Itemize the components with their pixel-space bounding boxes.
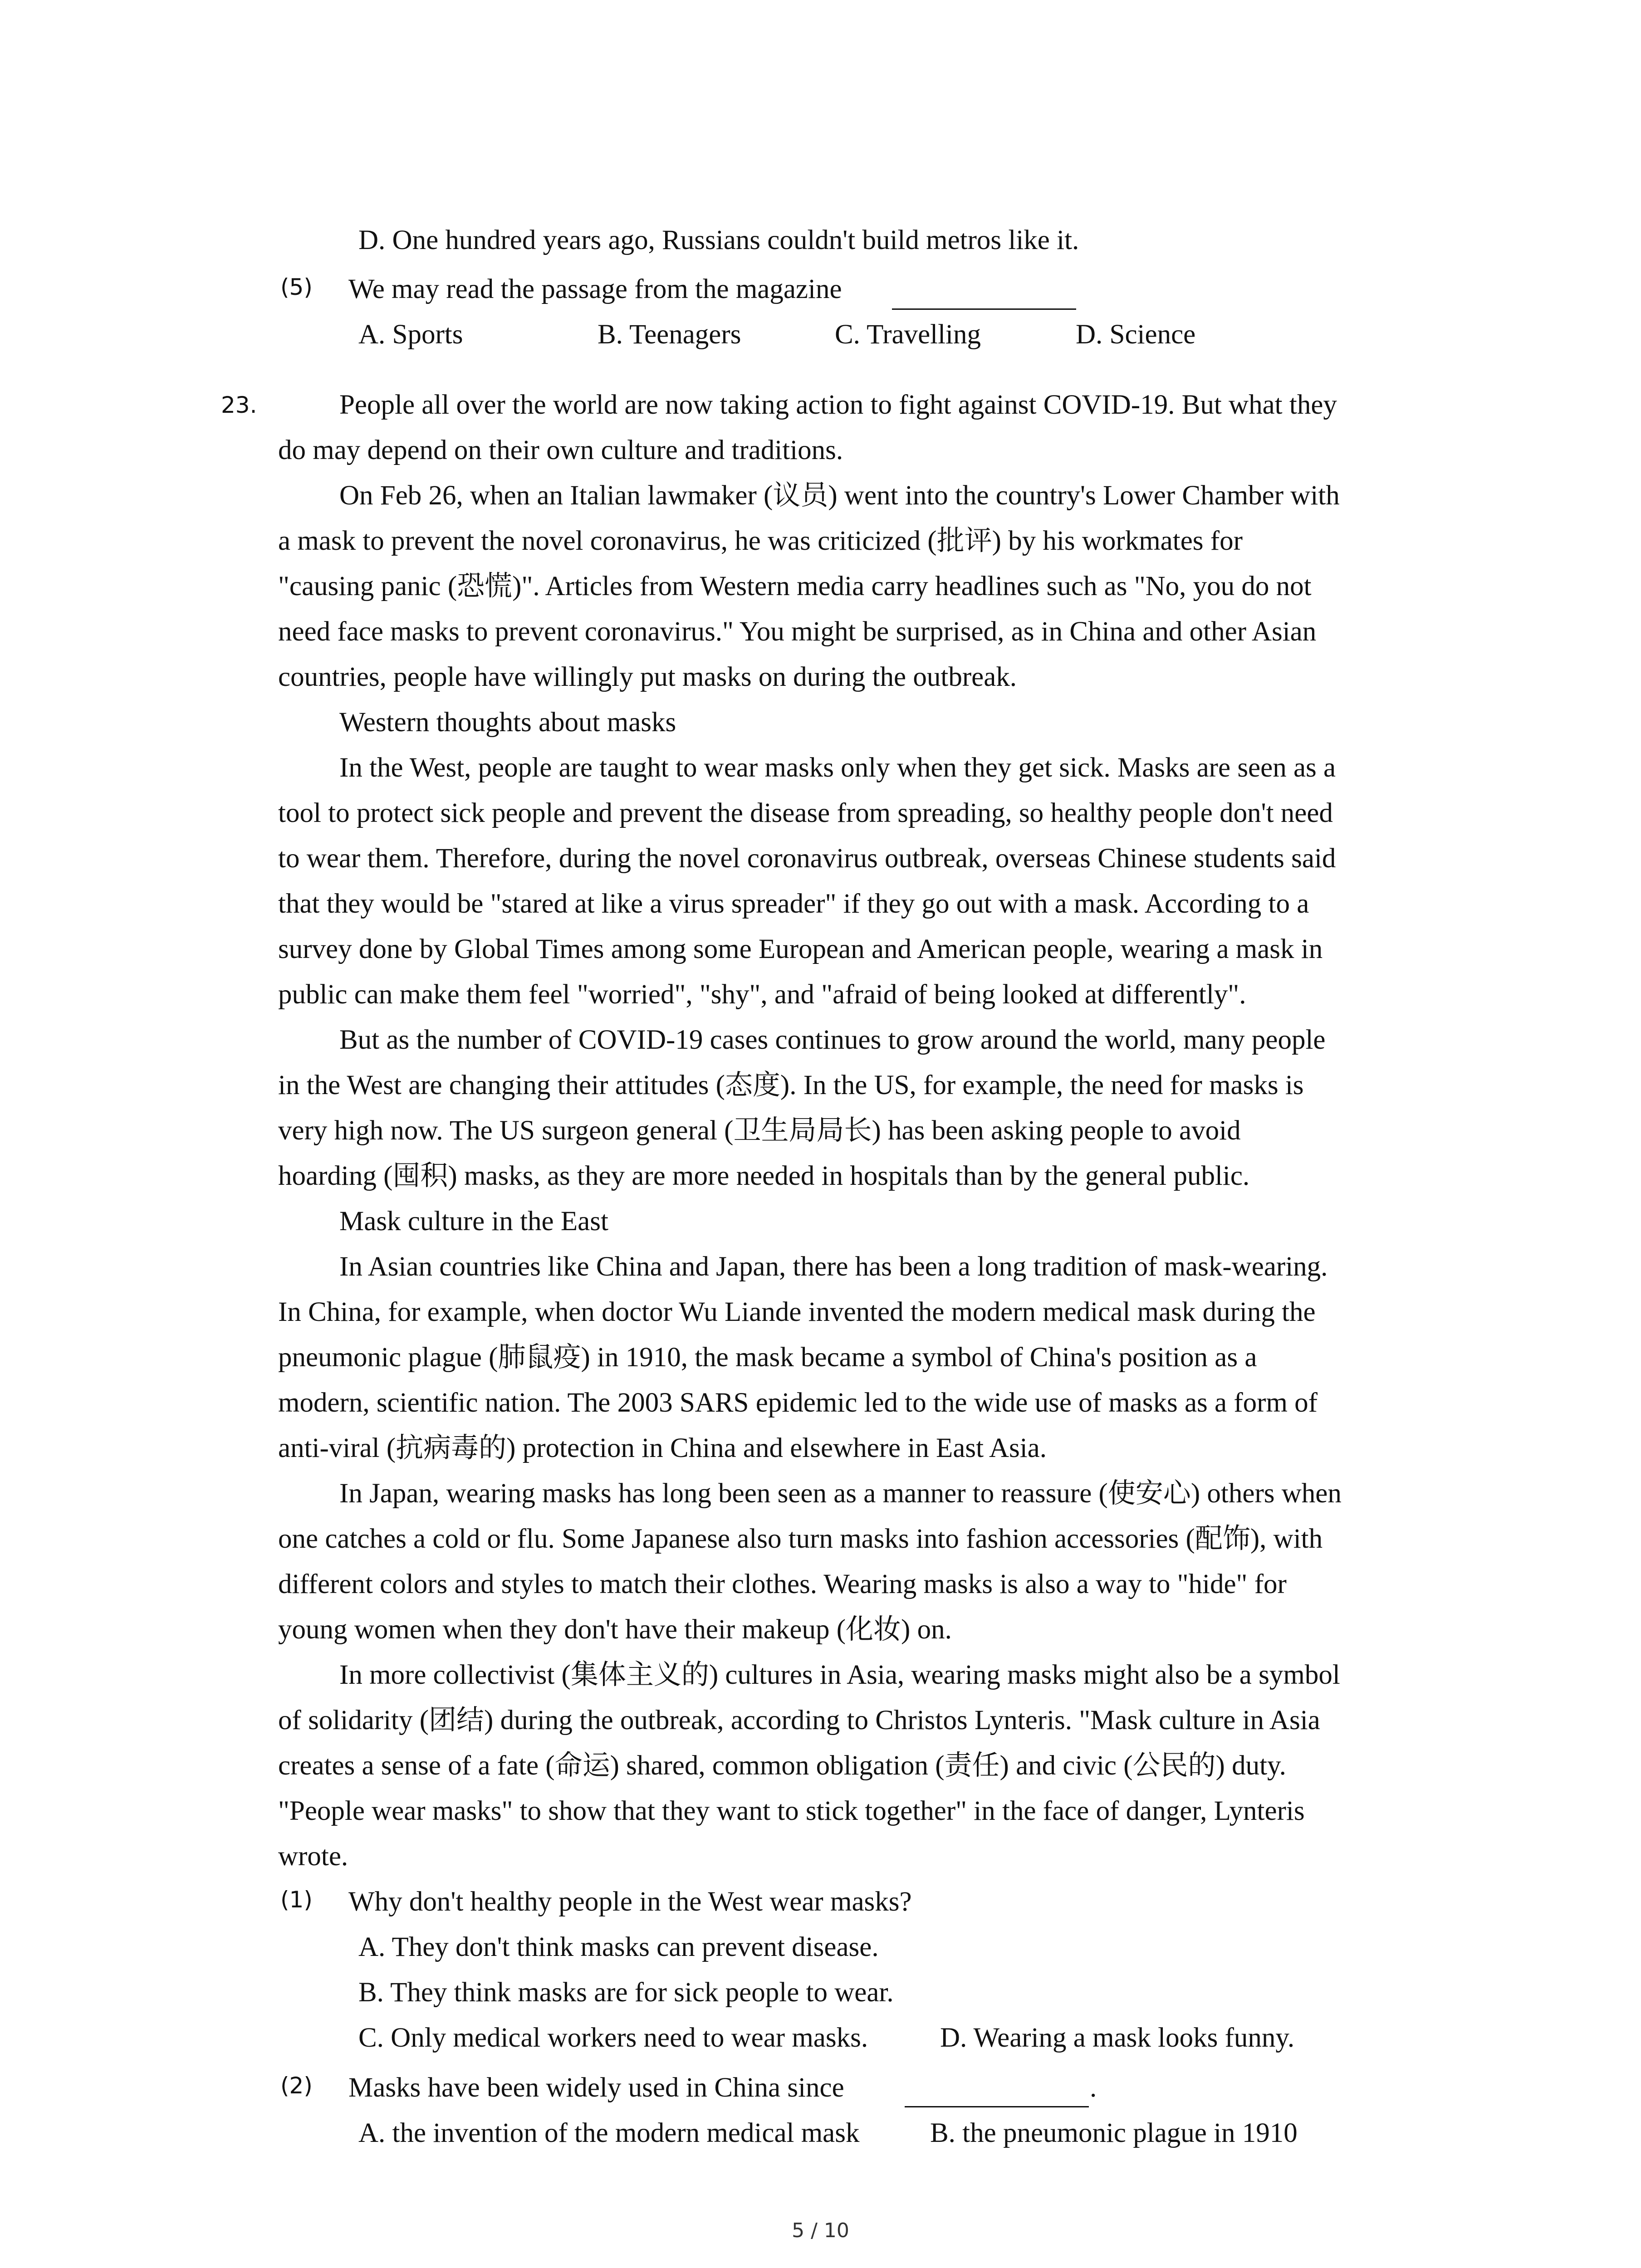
option-b: B. They think masks are for sick people to wear. [358,1977,894,2008]
passage-line: In China, for example, when doctor Wu Liande invented the modern medical mask during the [278,1297,1316,1327]
section-heading: Mask culture in the East [339,1206,608,1237]
passage-line: survey done by Global Times among some European and American people, wearing a mask in [278,934,1323,964]
passage-line: pneumonic plague (肺鼠疫) in 1910, the mask became a symbol of China's position as a [278,1342,1257,1373]
passage-line: In Japan, wearing masks has long been seen as a manner to reassure (使安心) others when [339,1478,1342,1509]
option-a: A. They don't think masks can prevent disease. [358,1932,879,1962]
passage-line: to wear them. Therefore, during the novel coronavirus outbreak, overseas Chinese students said [278,843,1336,874]
passage-line: very high now. The US surgeon general (卫生局局长) has been asking people to avoid [278,1115,1241,1146]
answer-blank [905,2106,1089,2107]
passage-line: But as the number of COVID-19 cases continues to grow around the world, many people [339,1025,1326,1055]
question-text: Masks have been widely used in China since [348,2072,844,2103]
passage-line: wrote. [278,1841,348,1872]
passage-line: need face masks to prevent coronavirus." You might be surprised, as in China and other Asian [278,616,1317,647]
question-number: (2) [280,2072,313,2099]
passage-line: a mask to prevent the novel coronavirus, he was criticized (批评) by his workmates for [278,526,1243,556]
passage-line: do may depend on their own culture and traditions. [278,435,843,465]
passage-line: In more collectivist (集体主义的) cultures in Asia, wearing masks might also be a symbol [339,1660,1340,1690]
option-d: D. Wearing a mask looks funny. [940,2023,1295,2053]
passage-line: In the West, people are taught to wear masks only when they get sick. Masks are seen as a [339,753,1336,783]
passage-line: in the West are changing their attitudes (态度). In the US, for example, the need for masks is [278,1070,1304,1100]
option-a: A. Sports [358,319,463,350]
passage-line: public can make them feel "worried", "shy", and "afraid of being looked at differently". [278,979,1246,1010]
passage-line: "People wear masks" to show that they want to stick together" in the face of danger, Lynteris [278,1796,1305,1826]
passage-line: modern, scientific nation. The 2003 SARS epidemic led to the wide use of masks as a form of [278,1388,1318,1418]
sentence-period: . [1090,2072,1097,2103]
passage-line: of solidarity (团结) during the outbreak, according to Christos Lynteris. "Mask culture in Asia [278,1705,1320,1735]
passage-line: In Asian countries like China and Japan, there has been a long tradition of mask-wearing. [339,1251,1328,1282]
passage-line: tool to protect sick people and prevent the disease from spreading, so healthy people don't need [278,798,1333,828]
option-d: D. One hundred years ago, Russians couldn't build metros like it. [358,225,1079,255]
question-number: (1) [280,1887,313,1913]
passage-line: creates a sense of a fate (命运) shared, common obligation (责任) and civic (公民的) duty. [278,1750,1286,1781]
passage-line: countries, people have willingly put masks on during the outbreak. [278,662,1017,692]
passage-line: one catches a cold or flu. Some Japanese also turn masks into fashion accessories (配饰), with [278,1524,1323,1554]
passage-line: different colors and styles to match their clothes. Wearing masks is also a way to "hide" for [278,1569,1287,1599]
option-b: B. Teenagers [598,319,741,350]
question-number: (5) [280,274,313,300]
option-d: D. Science [1076,319,1196,350]
passage-line: anti-viral (抗病毒的) protection in China and elsewhere in East Asia. [278,1433,1047,1463]
question-text: Why don't healthy people in the West wear masks? [348,1887,912,1917]
passage-line: hoarding (囤积) masks, as they are more needed in hospitals than by the general public. [278,1161,1250,1191]
answer-blank [892,308,1076,310]
option-b: B. the pneumonic plague in 1910 [930,2118,1298,2148]
option-c: C. Travelling [835,319,981,350]
question-text: We may read the passage from the magazine [348,274,842,304]
option-a: A. the invention of the modern medical mask [358,2118,860,2148]
passage-line: People all over the world are now taking action to fight against COVID-19. But what they [339,390,1337,420]
passage-line: that they would be "stared at like a virus spreader" if they go out with a mask. According to a [278,889,1309,919]
passage-line: young women when they don't have their makeup (化妆) on. [278,1614,952,1645]
question-number: 23. [221,392,257,418]
passage-line: On Feb 26, when an Italian lawmaker (议员) went into the country's Lower Chamber with [339,480,1340,511]
passage-line: "causing panic (恐慌)". Articles from Western media carry headlines such as "No, you do not [278,571,1312,601]
option-c: C. Only medical workers need to wear masks. [358,2023,868,2053]
section-heading: Western thoughts about masks [339,707,676,738]
page-number: 5 / 10 [792,2219,849,2242]
